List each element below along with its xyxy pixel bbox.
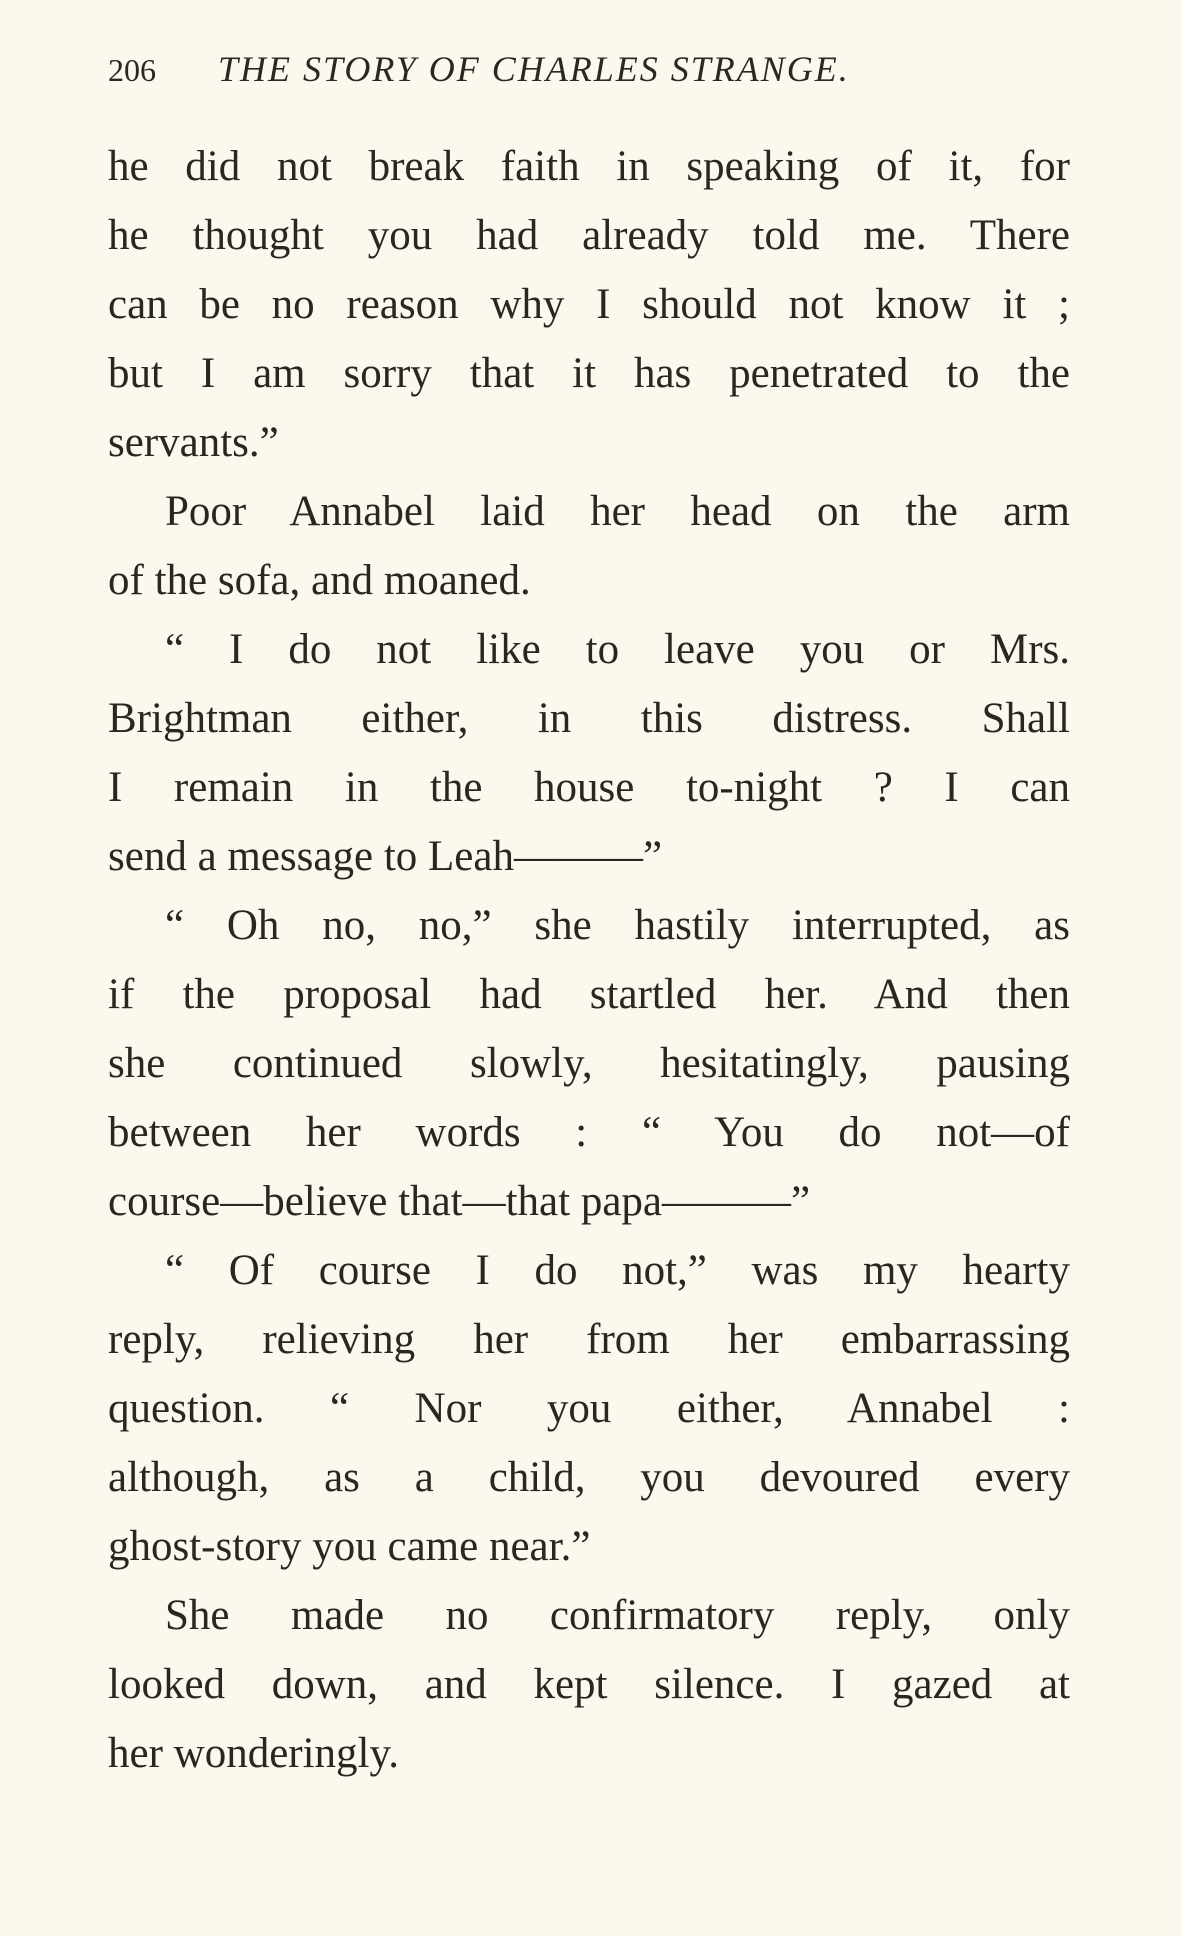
text-line: reply, relieving her from her embarrassing — [108, 1316, 1070, 1363]
text-line: She made no confirmatory reply, only — [165, 1592, 1070, 1639]
text-line: but I am sorry that it has penetrated to the — [108, 350, 1070, 397]
page-number: 206 — [108, 52, 156, 88]
text-line: Poor Annabel laid her head on the arm — [165, 488, 1070, 535]
text-line: looked down, and kept silence. I gazed at — [108, 1661, 1070, 1708]
text-line: I remain in the house to-night ? I can — [108, 764, 1070, 811]
text-line: between her words : “ You do not—of — [108, 1109, 1070, 1156]
text-line: her wonderingly. — [108, 1730, 399, 1777]
text-line: Brightman either, in this distress. Shall — [108, 695, 1070, 742]
text-line: he thought you had already told me. There — [108, 212, 1070, 259]
text-line: “ Oh no, no,” she hastily interrupted, as — [165, 902, 1070, 949]
text-line: “ Of course I do not,” was my hearty — [165, 1247, 1070, 1294]
text-line: of the sofa, and moaned. — [108, 557, 531, 604]
text-line: he did not break faith in speaking of it, for — [108, 143, 1070, 190]
text-line: ghost-story you came near.” — [108, 1523, 591, 1570]
running-head — [108, 48, 1078, 108]
text-line: “ I do not like to leave you or Mrs. — [165, 626, 1070, 673]
text-line: although, as a child, you devoured every — [108, 1454, 1070, 1501]
text-line: send a message to Leah———” — [108, 833, 663, 880]
text-line: servants.” — [108, 419, 279, 466]
text-line: if the proposal had startled her. And then — [108, 971, 1070, 1018]
text-line: course—believe that—that papa———” — [108, 1178, 811, 1225]
running-title: THE STORY OF CHARLES STRANGE. — [218, 49, 850, 89]
text-line: question. “ Nor you either, Annabel : — [108, 1385, 1070, 1432]
text-line: she continued slowly, hesitatingly, pausing — [108, 1040, 1070, 1087]
body-text — [108, 132, 1070, 1788]
text-line: can be no reason why I should not know it ; — [108, 281, 1070, 328]
